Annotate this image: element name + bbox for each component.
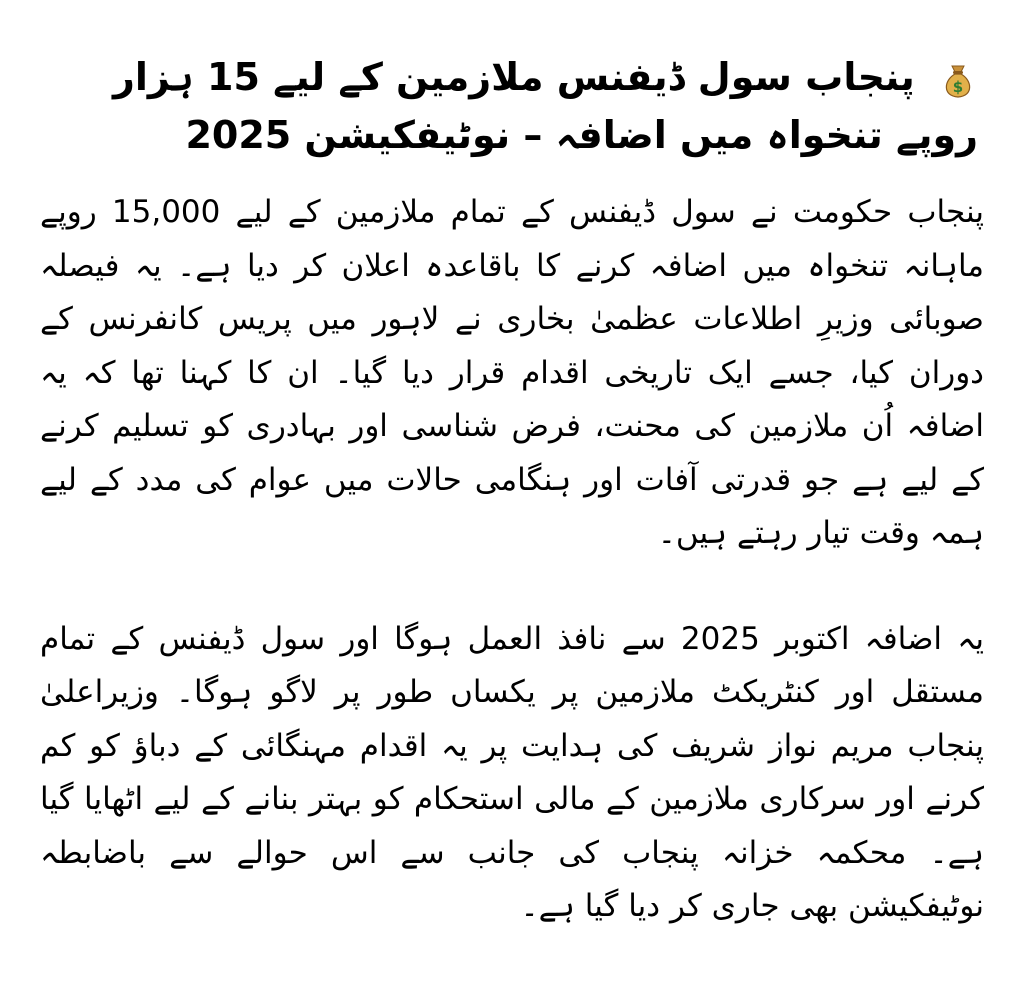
article xyxy=(40,48,984,968)
article-paragraph-2: یہ اضافہ اکتوبر 2025 سے نافذ العمل ہوگا اور سول ڈیفنس کے تمام مستقل اور کنٹریکٹ ملازمین پر یکساں طور پر لاگو ہوگا۔ وزیراعلیٰ پنجاب مریم نواز شریف کی ہدایت پر یہ اقدام مہنگائی کے دباؤ کو کم کرنے اور سرکاری ملازمین کے مالی استحکام کو بہتر بنانے کے لیے اٹھایا گیا ہے۔ محکمہ خزانہ پنجاب کی جانب سے اس حوالے سے باضابطہ نوٹیفکیشن بھی جاری کر دیا گیا ہے۔ xyxy=(40,620,984,924)
article-title: پنجاب سول ڈیفنس ملازمین کے لیے 15 ہزار روپے تنخواہ میں اضافہ – نوٹیفکیشن 2025 xyxy=(112,55,978,157)
article-paragraph-1: پنجاب حکومت نے سول ڈیفنس کے تمام ملازمین کے لیے 15,000 روپے ماہانہ تنخواہ میں اضافہ کرنے کا باقاعدہ اعلان کر دیا ہے۔ یہ فیصلہ صوبائی وزیرِ اطلاعات عظمیٰ بخاری نے لاہور میں پریس کانفرنس کے دوران کیا، جسے ایک تاریخی اقدام قرار دیا گیا۔ ان کا کہنا تھا کہ یہ اضافہ اُن ملازمین کی محنت، فرض شناسی اور بہادری کو تسلیم کرنے کے لیے ہے جو قدرتی آفات اور ہنگامی حالات میں عوام کی مدد کے لیے ہمہ وقت تیار رہتے ہیں۔ xyxy=(40,194,984,551)
article-title-block xyxy=(40,48,984,164)
svg-text:$: $ xyxy=(952,77,964,96)
money-bag-icon xyxy=(938,60,978,100)
